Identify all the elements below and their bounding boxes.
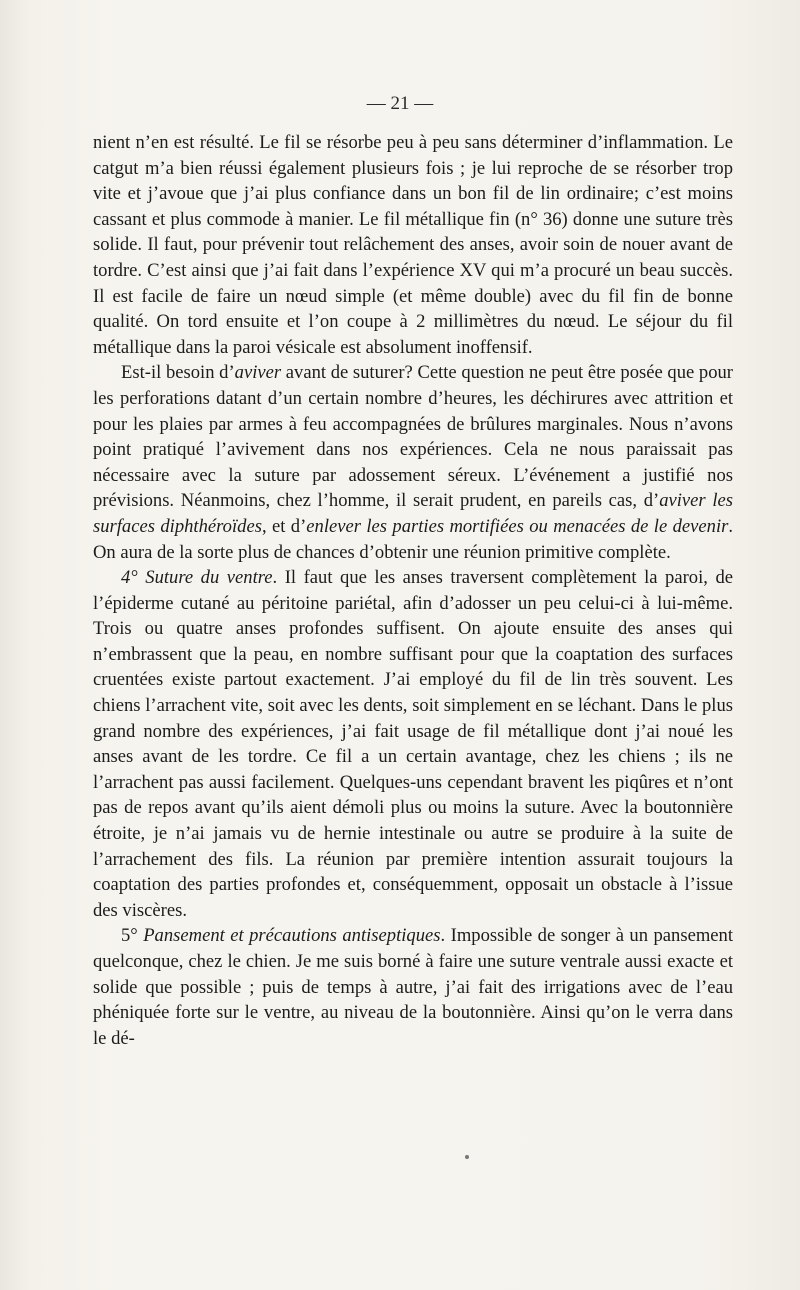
italic-run: Suture du ventre (145, 567, 273, 589)
text-run: avant de suturer? Cette question ne peut être posée que pour les perforations datant d’un certain nombre d’heures, les déchirures avec attrition et pour les plaies par armes à feu accompagnées de brûlures marginales. Nous n’avons point pratiqué l’avivement dans nos expériences. Cela ne nous paraissait pas nécessaire avec la suture par adossement séreux. L’événement a justifié nos prévisions. Néanmoins, chez l’homme, il serait prudent, en pareils cas, d’ (93, 362, 733, 512)
paragraph-4-pansement (93, 923, 733, 1051)
body-text (93, 130, 733, 1051)
text-run: . Il faut que les anses traversent complètement la paroi, de l’épiderme cutané au péritoine pariétal, afin d’adosser un peu celui-ci à lui-même. Trois ou quatre anses profondes suffisent. On ajoute ensuite des anses qui n’embrassent que la peau, en nombre suffisant pour que la coaptation des surfaces cruentées existe partout exactement. J’ai employé du fil de lin très souvent. Les chiens l’arrachent vite, soit avec les dents, soit simplement en se léchant. Dans le plus grand nombre des expériences, j’ai fait usage de fil métallique dont j’ai noué les anses avant de les tordre. Ce fil a un certain avantage, chez les chiens ; ils ne l’arrachent pas aussi facilement. Quelques-uns cependant bravent les piqûres et n’ont pas de repos avant qu’ils aient démoli plus ou moins la suture. Avec la boutonnière étroite, je n’ai jamais vu de hernie intestinale ou autre se produire à la suite de l’arrachement des fils. La réunion par première intention assurait toujours la coaptation des parties profondes et, conséquemment, opposait un obstacle à l’issue des viscères. (93, 567, 733, 921)
italic-run: 4° (121, 567, 146, 589)
ink-speck (465, 1155, 469, 1159)
italic-run: Pansement et précautions antiseptiques (143, 925, 441, 947)
page-number: — 21 — (366, 93, 434, 114)
paragraph-3-suture-du-ventre (93, 565, 733, 923)
text-run: 5° (121, 925, 144, 947)
text-run: . Impossible de songer à un pansement quelconque, chez le chien. Je me suis borné à faire une suture ventrale aussi exacte et solide que possible ; puis de temps à autre, j’ai fait des irrigations avec de l’eau phéniquée forte sur le ventre, au niveau de la boutonnière. Ainsi qu’on le verra dans le dé- (93, 925, 734, 1049)
paragraph-1 (93, 130, 733, 360)
paragraph-2 (93, 360, 733, 565)
text-run: , et d’ (261, 515, 307, 537)
italic-run: aviver (234, 362, 282, 384)
italic-run: enlever les parties mortifiées ou menacées de le devenir (306, 515, 729, 537)
italic-run: aviver les surfaces diphthéroïdes (93, 490, 733, 537)
text-run: Est-il besoin d’ (121, 362, 235, 384)
text-run: . On aura de la sorte plus de chances d’obtenir une réunion primitive complète. (93, 515, 733, 563)
text-run: nient n’en est résulté. Le fil se résorbe peu à peu sans déterminer d’inflammation. Le catgut m’a bien réussi également plusieurs fois ; je lui reproche de se résorber trop vite et j’avoue que j’ai plus confiance dans un bon fil de lin ordinaire; c’est moins cassant et plus commode à manier. Le fil métallique fin (n° 36) donne une suture très solide. Il faut, pour prévenir tout relâchement des anses, avoir soin de nouer avant de tordre. C’est ainsi que j’ai fait dans l’expérience XV qui m’a procuré un beau succès. Il est facile de faire un nœud simple (et même double) avec du fil fin de bonne qualité. On tord ensuite et l’on coupe à 2 millimètres du nœud. Le séjour du fil métallique dans la paroi vésicale est absolument inoffensif. (93, 132, 733, 358)
